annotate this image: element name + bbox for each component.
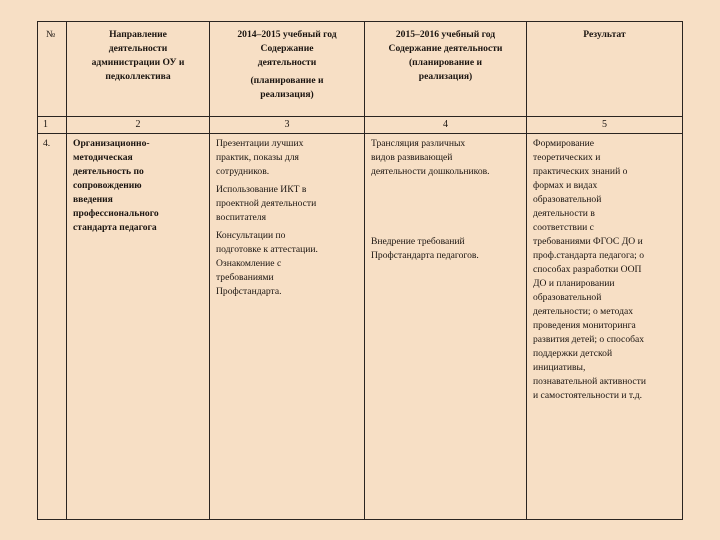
header-2014-2015: 2014–2015 учебный год Содержание деятельности (планирование и реализация) <box>210 22 365 117</box>
program-table <box>37 21 683 520</box>
column-number: 1 <box>38 117 67 134</box>
result-cell: Формирование теоретических и практических знаний о формах и видах образовательной деятельности в соответствии с требованиями ФГОС ДО и проф.стандарта педагога; о способах разработки ООП ДО и планировании образовательной деятельности; о методах проведения мониторинга развития детей; о способах поддержки детской инициативы, познавательной активности и самостоятельности и т.д. <box>527 134 683 520</box>
row-number: 4. <box>38 134 67 520</box>
content-2015-2016-cell: Трансляция различных видов развивающей деятельности дошкольников. Внедрение требований Профстандарта педагогов. <box>365 134 527 520</box>
header-number-sign: № <box>38 22 67 117</box>
content-2014-2015-cell: Презентации лучших практик, показы для сотрудников. Использование ИКТ в проектной деятельности воспитателя Консультации по подготовке к аттестации. Ознакомление с требованиями Профстандарта. <box>210 134 365 520</box>
column-number: 2 <box>67 117 210 134</box>
header-result: Результат <box>527 22 683 117</box>
column-number: 3 <box>210 117 365 134</box>
header-direction: Направление деятельности администрации ОУ и педколлектива <box>67 22 210 117</box>
direction-cell: Организационно- методическая деятельность по сопровождению введения профессионального стандарта педагога <box>67 134 210 520</box>
column-number: 5 <box>527 117 683 134</box>
table-header-row <box>38 22 683 117</box>
table-row <box>38 134 683 520</box>
column-numbers-row <box>38 117 683 134</box>
header-2015-2016: 2015–2016 учебный год Содержание деятельности (планирование и реализация) <box>365 22 527 117</box>
column-number: 4 <box>365 117 527 134</box>
